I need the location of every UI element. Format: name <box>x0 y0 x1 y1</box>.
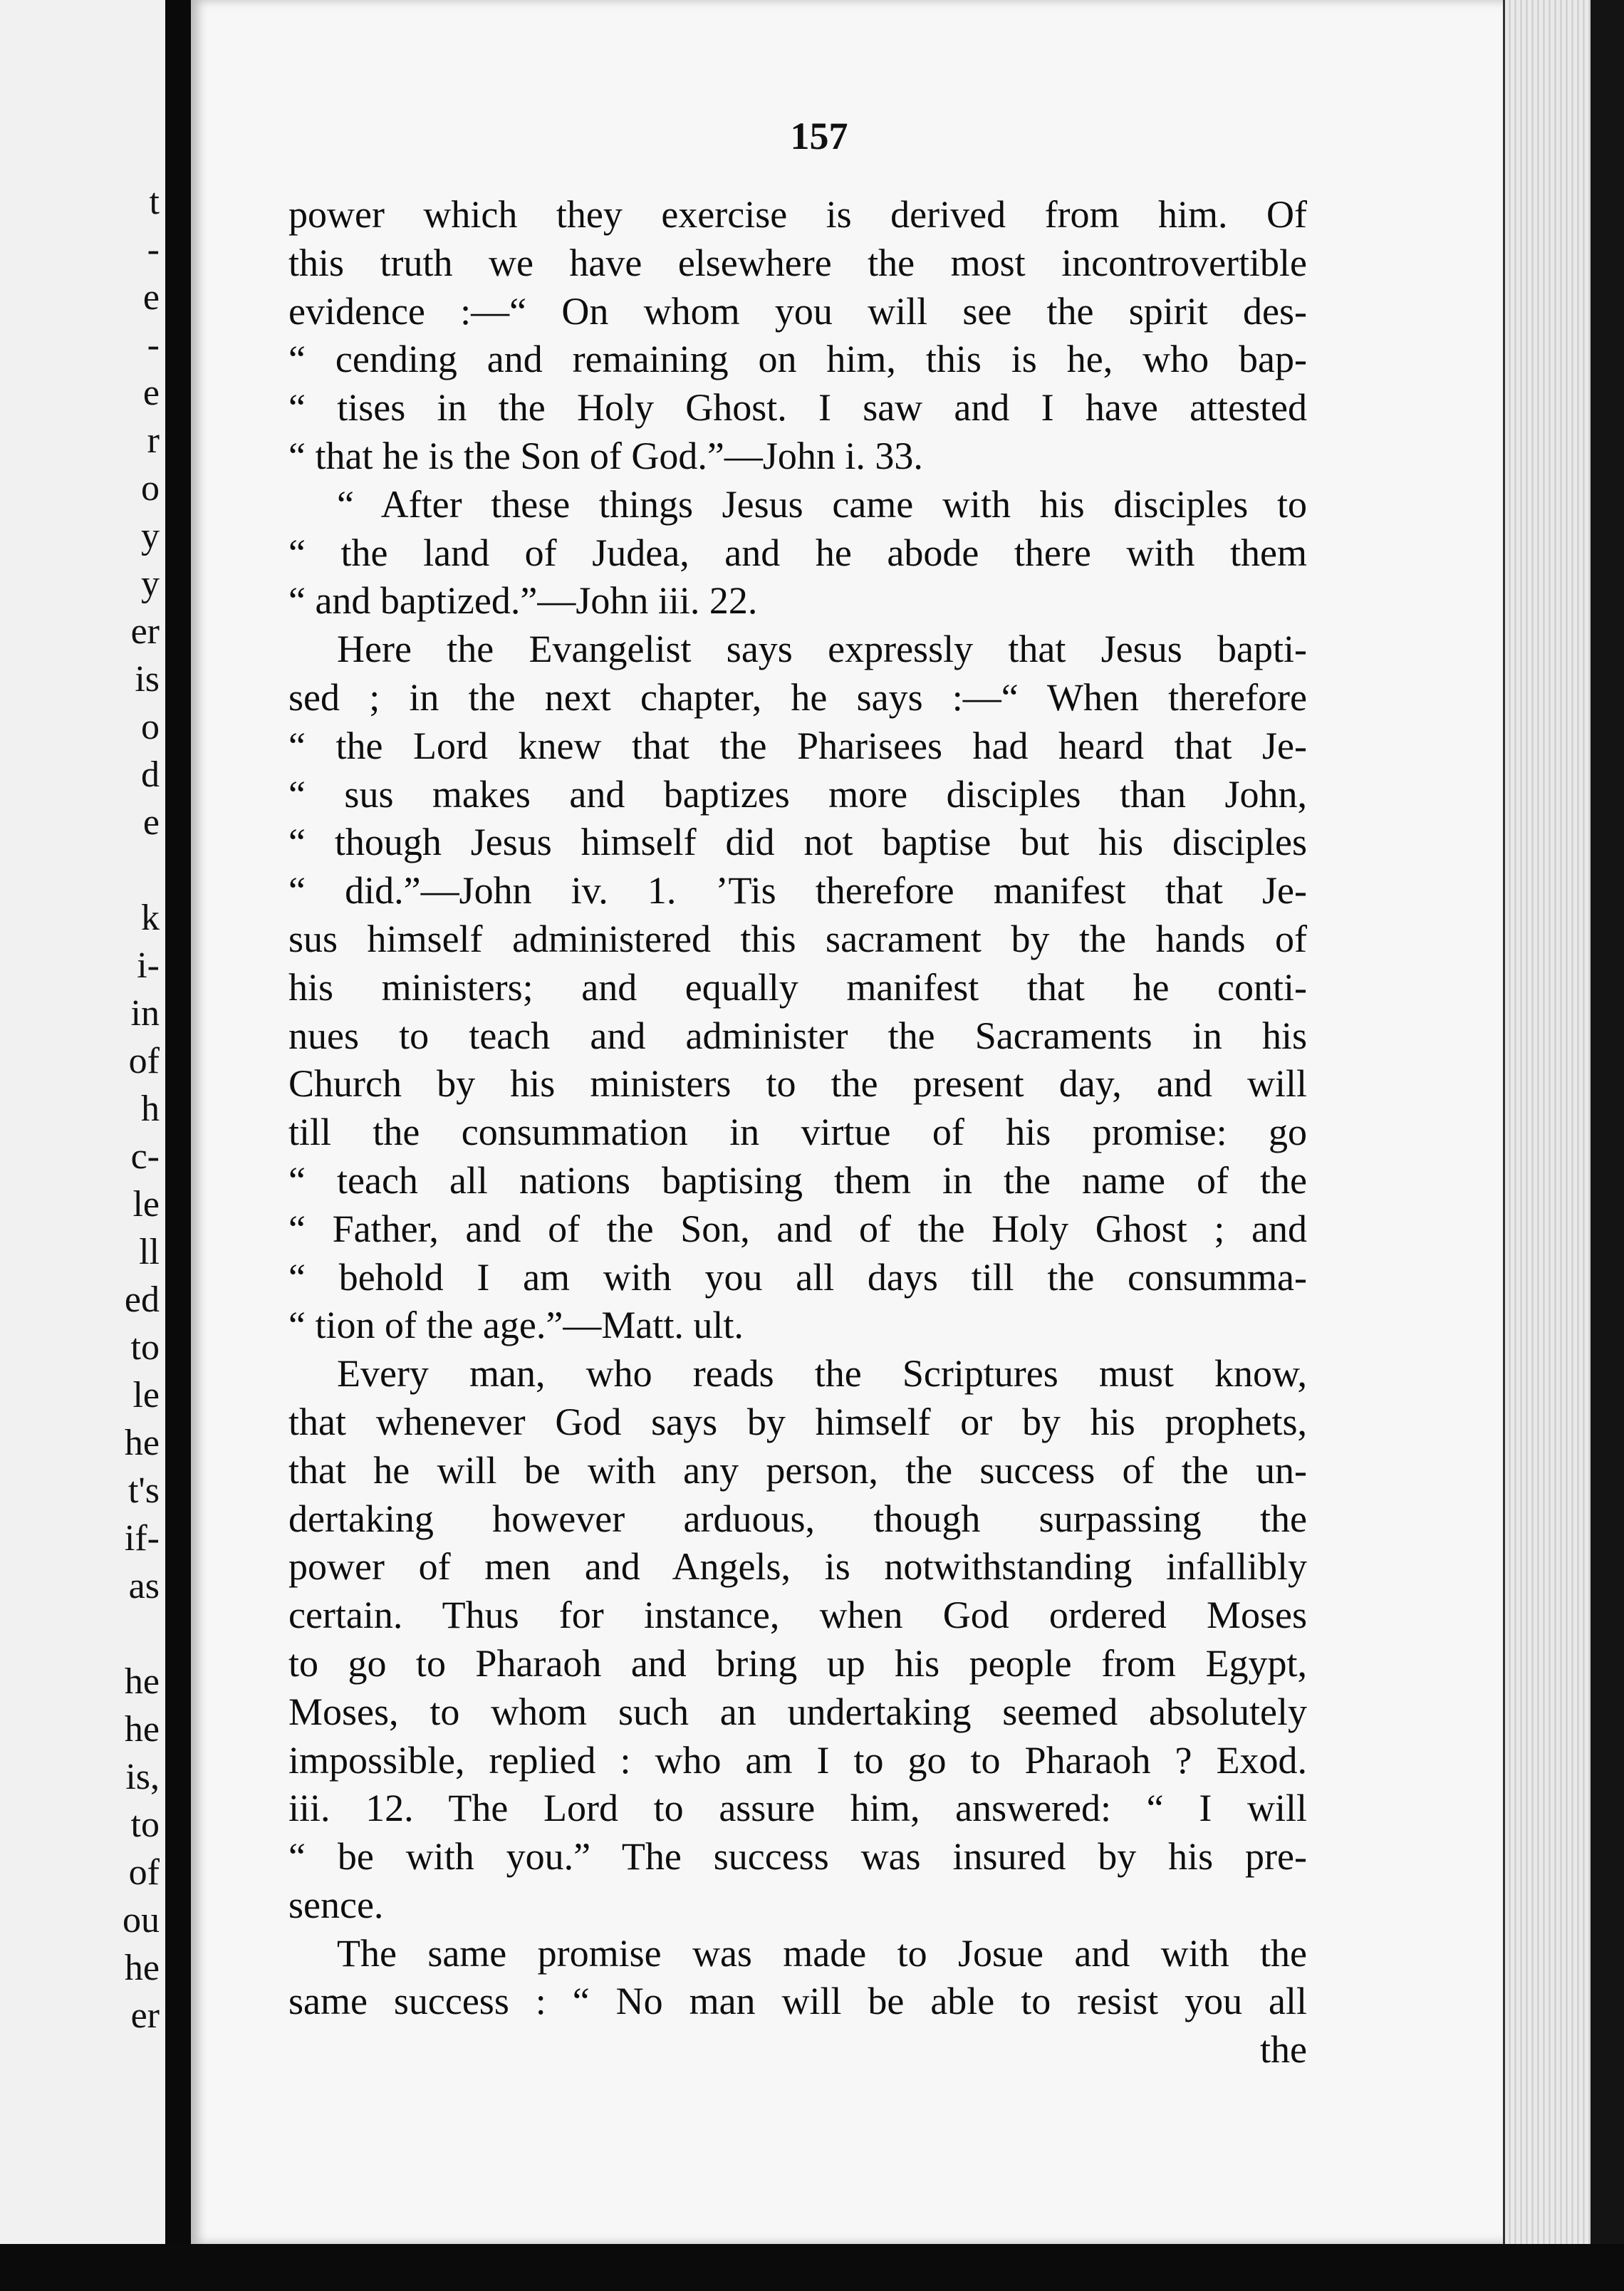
page-stack-edge <box>1503 0 1591 2244</box>
fragment: in <box>130 993 160 1034</box>
fragment: t <box>149 182 160 222</box>
text-line: certain. Thus for instance, when God ordered Moses <box>288 1594 1307 1637</box>
text-line: “ After these things Jesus came with his disciples to <box>337 482 1307 526</box>
fragment: y <box>141 516 160 556</box>
text-line: “ and baptized.”—John iii. 22. <box>288 579 758 623</box>
fragment: ou <box>123 1900 160 1941</box>
book-gutter <box>165 0 191 2291</box>
fragment: he <box>124 1709 160 1750</box>
fragment: to <box>130 1327 160 1368</box>
text-line: his ministers; and equally manifest that he conti- <box>288 965 1307 1009</box>
body-text <box>288 191 1307 2074</box>
text-line: “ Father, and of the Son, and of the Holy Ghost ; and <box>288 1207 1307 1250</box>
text-line: “ sus makes and baptizes more disciples than John, <box>288 772 1307 816</box>
fragment: - <box>147 325 160 365</box>
fragment: is <box>135 659 160 700</box>
text-line: “ tion of the age.”—Matt. ult. <box>288 1304 744 1347</box>
fragment: c- <box>130 1136 160 1177</box>
text-line: that he will be with any person, the success of the un- <box>288 1448 1307 1492</box>
previous-page-line-ends <box>17 178 160 2040</box>
page-number: 157 <box>790 115 848 157</box>
text-line: “ though Jesus himself did not baptise but his disciples <box>288 821 1307 864</box>
text-line: “ the land of Judea, and he abode there with them <box>288 531 1307 574</box>
fragment: r <box>147 420 160 461</box>
fragment: he <box>124 1423 160 1463</box>
fragment: he <box>124 1948 160 1988</box>
fragment: - <box>147 229 160 270</box>
text-line: that whenever God says by himself or by his prophets, <box>288 1400 1307 1443</box>
text-line: nues to teach and administer the Sacraments in his <box>288 1014 1307 1057</box>
text-line: evidence :—“ On whom you will see the spirit des- <box>288 289 1307 333</box>
text-line: Church by his ministers to the present day, and will <box>288 1062 1307 1106</box>
scan-bottom-edge <box>0 2244 1624 2291</box>
fragment: he <box>124 1661 160 1702</box>
catchword: the <box>1260 2028 1307 2072</box>
text-line: impossible, replied : who am I to go to Pharaoh ? Exod. <box>288 1738 1307 1782</box>
fragment: le <box>132 1375 160 1415</box>
text-line: “ be with you.” The success was insured by his pre- <box>288 1835 1307 1879</box>
text-line: Moses, to whom such an undertaking seemed absolutely <box>288 1690 1307 1733</box>
fragment: o <box>141 707 160 747</box>
text-line: to go to Pharaoh and bring up his people from Egypt, <box>288 1641 1307 1685</box>
fragment: as <box>128 1566 160 1606</box>
text-line: “ tises in the Holy Ghost. I saw and I have attested <box>288 386 1307 430</box>
fragment: i- <box>137 945 160 986</box>
fragment <box>17 846 160 894</box>
text-line: The same promise was made to Josue and with the <box>337 1931 1307 1975</box>
fragment: y <box>141 563 160 604</box>
fragment: le <box>132 1184 160 1225</box>
text-line: dertaking however arduous, though surpassing the <box>288 1497 1307 1540</box>
fragment: e <box>142 802 160 843</box>
fragment: of <box>128 1852 160 1893</box>
text-line: “ the Lord knew that the Pharisees had heard that Je- <box>288 724 1307 767</box>
fragment: is, <box>125 1757 160 1797</box>
text-line: “ that he is the Son of God.”—John i. 33. <box>288 434 923 477</box>
fragment: if- <box>124 1518 160 1559</box>
fragment: ed <box>124 1279 160 1320</box>
fragment: of <box>128 1041 160 1081</box>
fragment: h <box>141 1089 160 1129</box>
text-line: “ cending and remaining on him, this is he, who bap- <box>288 338 1307 381</box>
fragment: e <box>142 277 160 318</box>
fragment: e <box>142 373 160 413</box>
text-line: “ teach all nations baptising them in the name of the <box>288 1158 1307 1202</box>
fragment: er <box>130 1995 160 2036</box>
fragment <box>17 1610 160 1658</box>
fragment: to <box>130 1804 160 1845</box>
text-line: sed ; in the next chapter, he says :—“ When therefore <box>288 675 1307 719</box>
fragment: d <box>141 754 160 795</box>
previous-page-edge <box>0 0 165 2244</box>
text-line: Every man, who reads the Scriptures must know, <box>337 1352 1307 1396</box>
text-line: power which they exercise is derived from him. Of <box>288 193 1307 236</box>
fragment: t's <box>127 1470 160 1511</box>
fragment: o <box>141 468 160 509</box>
text-line: this truth we have elsewhere the most incontrovertible <box>288 241 1307 284</box>
text-line: same success : “ No man will be able to resist you all <box>288 1980 1307 2023</box>
text-line: iii. 12. The Lord to assure him, answered: “ I will <box>288 1787 1307 1830</box>
text-line: power of men and Angels, is notwithstanding infallibly <box>288 1545 1307 1589</box>
fragment: er <box>130 611 160 652</box>
text-line: Here the Evangelist says expressly that Jesus bapti- <box>337 628 1307 671</box>
text-line: “ did.”—John iv. 1. ’Tis therefore manifest that Je- <box>288 869 1307 913</box>
fragment: ll <box>139 1232 160 1272</box>
text-line: sence. <box>288 1883 384 1926</box>
text-line: till the consummation in virtue of his promise: go <box>288 1111 1307 1154</box>
text-line: “ behold I am with you all days till the consumma- <box>288 1255 1307 1299</box>
text-line: sus himself administered this sacrament by the hands of <box>288 917 1307 960</box>
fragment: k <box>141 898 160 938</box>
